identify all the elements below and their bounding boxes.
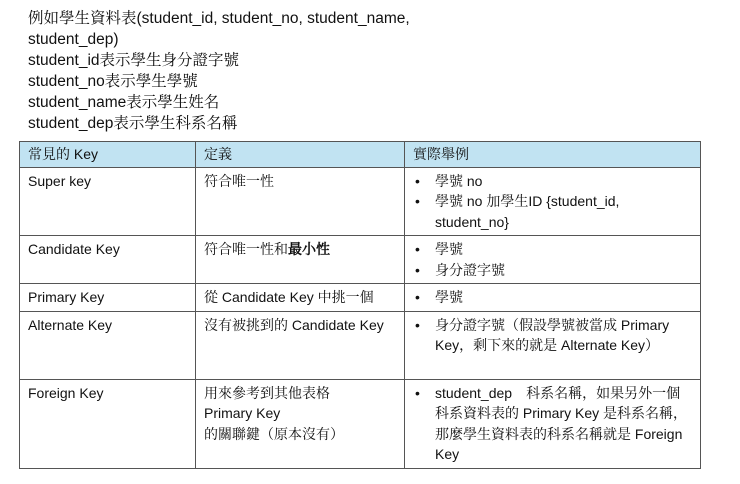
table-header-row (20, 142, 701, 168)
intro-line: student_dep) (28, 31, 119, 48)
definition-text: 沒有被挑到的 Candidate Key (204, 316, 384, 333)
header-key: 常見的 Key (20, 142, 196, 168)
table-row (20, 284, 701, 312)
key-name: Alternate Key (20, 311, 196, 379)
key-name: Primary Key (20, 284, 196, 312)
definition-cell (196, 167, 405, 236)
definition-line: 的關聯鍵（原本沒有） (204, 425, 344, 442)
key-name: Candidate Key (20, 236, 196, 284)
example-cell (405, 236, 701, 284)
key-name: Foreign Key (20, 379, 196, 468)
definition-cell (196, 236, 405, 284)
definition-text: 符合唯一性 (204, 172, 274, 189)
header-definition: 定義 (196, 142, 405, 168)
header-example: 實際舉例 (405, 142, 701, 168)
intro-line: student_no表示學生學號 (28, 73, 198, 90)
example-item: • 學號 no (413, 171, 693, 192)
definition-emphasis: 最小性 (288, 241, 330, 257)
example-item (413, 191, 693, 232)
definition-text: 從 Candidate Key 中挑一個 (204, 289, 374, 305)
keys-table (19, 141, 701, 469)
definition-text: 符合唯一性和 (204, 241, 288, 257)
example-cell (405, 167, 701, 236)
intro-line: student_dep表示學生科系名稱 (28, 115, 238, 132)
table-row (20, 311, 701, 379)
key-name: Super key (20, 167, 196, 236)
example-item-text: • 學號 no 加學生ID {student_id, student_no} (435, 193, 620, 230)
intro-line: student_name表示學生姓名 (28, 94, 220, 111)
intro-line: student_id表示學生身分證字號 (28, 52, 240, 69)
example-item: • 身分證字號 (413, 260, 693, 281)
intro-text (28, 8, 458, 134)
table-row (20, 236, 701, 284)
definition-cell (196, 311, 405, 379)
definition-cell (196, 379, 405, 468)
example-item: • 學號 (413, 239, 693, 260)
example-cell (405, 311, 701, 379)
table-row (20, 379, 701, 468)
intro-line: 例如學生資料表(student_id, student_no, student_name, (28, 10, 410, 27)
definition-line: Primary Key (204, 405, 281, 421)
definition-cell (196, 284, 405, 312)
definition-line: 用來參考到其他表格 (204, 384, 330, 401)
example-item: • student_dep 科系名稱，如果另外一個科系資料表的 Primary Key 是科系名稱，那麼學生資料表的科系名稱就是 Foreign Key (413, 383, 693, 465)
example-cell (405, 284, 701, 312)
example-cell (405, 379, 701, 468)
table-row (20, 167, 701, 236)
example-item: • 學號 (413, 287, 693, 308)
example-item: • 身分證字號（假設學號被當成 Primary Key，剩下來的就是 Alternate Key） (413, 315, 693, 356)
